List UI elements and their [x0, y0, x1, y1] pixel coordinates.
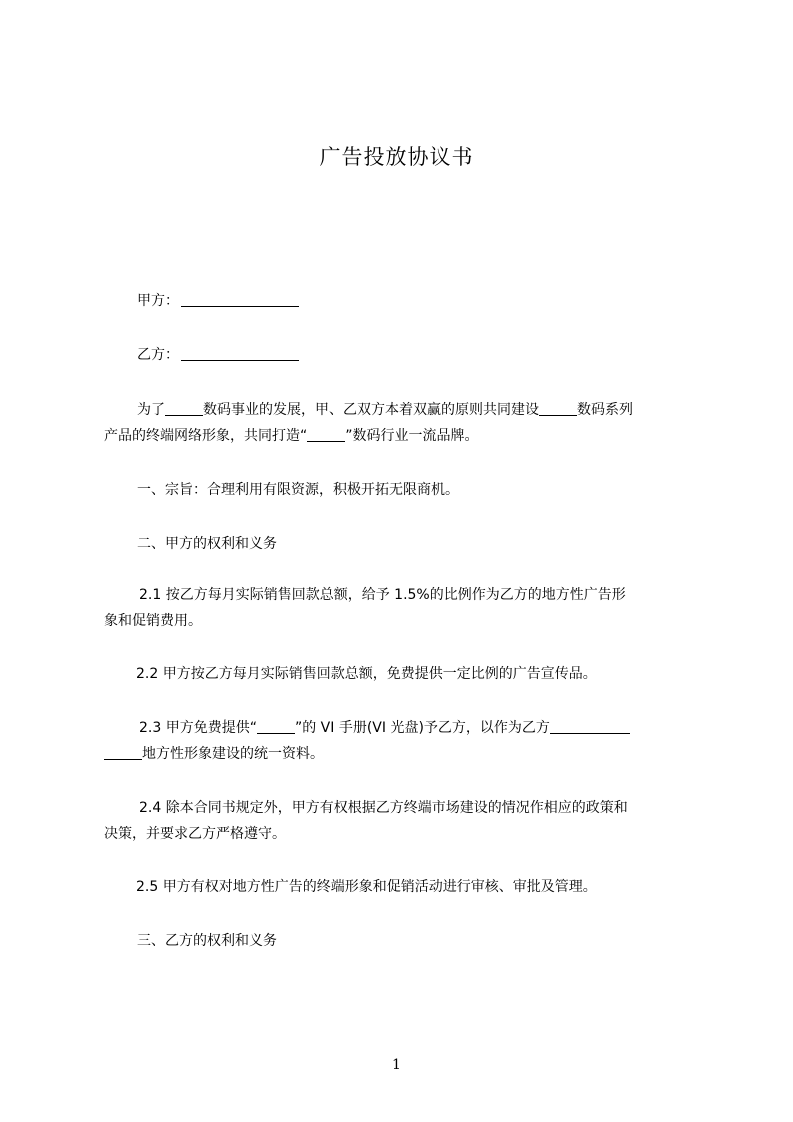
clause-blank: [104, 745, 142, 760]
intro-line-2: [104, 426, 704, 446]
party-b-line: [137, 345, 737, 365]
clause-2-2: 2.2 甲方按乙方每月实际销售回款总额，免费提供一定比例的广告宣传品。: [136, 666, 597, 682]
document-title: 广告投放协议书: [319, 145, 474, 169]
section-2-heading: 二、甲方的权利和义务: [137, 536, 277, 552]
party-a-label: 甲方：: [137, 293, 179, 309]
party-a-line: [137, 291, 737, 311]
intro-text: ”数码行业一流品牌。: [345, 428, 479, 444]
clause-2-5: 2.5 甲方有权对地方性广告的终端形象和促销活动进行审核、审批及管理。: [136, 879, 597, 895]
clause-2-3-line-1: [139, 718, 739, 738]
intro-text: 产品的终端网络形象，共同打造“: [104, 428, 308, 444]
clause-2-3-line-2: [104, 744, 704, 764]
party-a-blank: [181, 292, 299, 307]
clause-blank: [550, 719, 630, 734]
clause-text: 地方性形象建设的统一资料。: [142, 746, 324, 762]
page-number: 1: [392, 1057, 401, 1073]
clause-2-4-line-2: 决策，并要求乙方严格遵守。: [104, 826, 286, 842]
intro-text: 数码系列: [577, 402, 633, 418]
party-b-label: 乙方：: [137, 347, 179, 363]
intro-blank: [165, 401, 203, 416]
section-1: 一、宗旨：合理利用有限资源，积极开拓无限商机。: [137, 482, 459, 498]
intro-text: 数码事业的发展，甲、乙双方本着双赢的原则共同建设: [203, 402, 539, 418]
intro-blank: [307, 427, 345, 442]
intro-text: 为了: [137, 402, 165, 418]
clause-text: 2.3 甲方免费提供“: [139, 720, 257, 736]
clause-blank: [257, 719, 295, 734]
clause-2-4-line-1: 2.4 除本合同书规定外，甲方有权根据乙方终端市场建设的情况作相应的政策和: [139, 800, 628, 816]
clause-2-1-line-1: 2.1 按乙方每月实际销售回款总额，给予 1.5%的比例作为乙方的地方性广告形: [139, 587, 626, 603]
intro-line-1: [137, 400, 737, 420]
clause-2-1-line-2: 象和促销费用。: [104, 613, 202, 629]
section-3-heading: 三、乙方的权利和义务: [137, 933, 277, 949]
party-b-blank: [181, 346, 299, 361]
intro-blank: [539, 401, 577, 416]
clause-text: ”的 VI 手册(VI 光盘)予乙方，以作为乙方: [294, 720, 550, 736]
